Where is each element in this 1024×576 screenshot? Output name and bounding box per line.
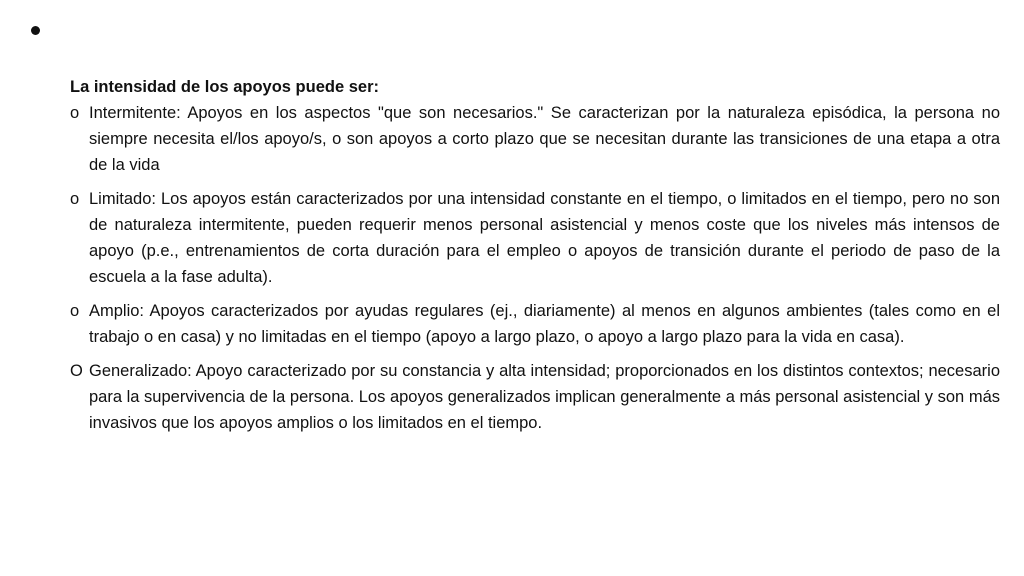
list-item-intermitente: [70, 100, 1000, 178]
slide-content: [70, 74, 1000, 436]
slide-heading: La intensidad de los apoyos puede ser:: [70, 78, 379, 96]
list-item-generalizado: [70, 358, 1000, 436]
list-marker: o: [70, 302, 80, 320]
list-item-text: Intermitente: Apoyos en los aspectos "que son necesarios." Se caracterizan por la naturaleza episódica, la persona no siempre necesita el/los apoyo/s, o son apoyos a corto plazo que se necesitan durante las transiciones de una etapa a otra de la vida: [89, 104, 1000, 174]
list-item-amplio: [70, 298, 1000, 350]
list-marker: o: [70, 104, 80, 122]
list-marker: O: [70, 362, 83, 380]
list-item-limitado: [70, 186, 1000, 290]
list-item-text: Limitado: Los apoyos están caracterizados por una intensidad constante en el tiempo, o limitados en el tiempo, pero no son de naturaleza intermitente, pueden requerir menos personal asistencial y menos coste que los niveles más intensos de apoyo (p.e., entrenamientos de corta duración para el empleo o apoyos de transición durante el periodo de paso de la escuela a la fase adulta).: [89, 190, 1000, 286]
list-item-text: Generalizado: Apoyo caracterizado por su constancia y alta intensidad; proporcionados en los distintos contextos; necesario para la supervivencia de la persona. Los apoyos generalizados implican generalmente a más personal asistencial y son más invasivos que los apoyos amplios o los limitados en el tiempo.: [89, 362, 1000, 432]
list-item-text: Amplio: Apoyos caracterizados por ayudas regulares (ej., diariamente) al menos en algunos ambientes (tales como en el trabajo o en casa) y no limitadas en el tiempo (apoyo a largo plazo, o apoyo a largo plazo para la vida en casa).: [89, 302, 1000, 346]
bullet-dot-icon: [31, 26, 40, 35]
list-marker: o: [70, 190, 80, 208]
